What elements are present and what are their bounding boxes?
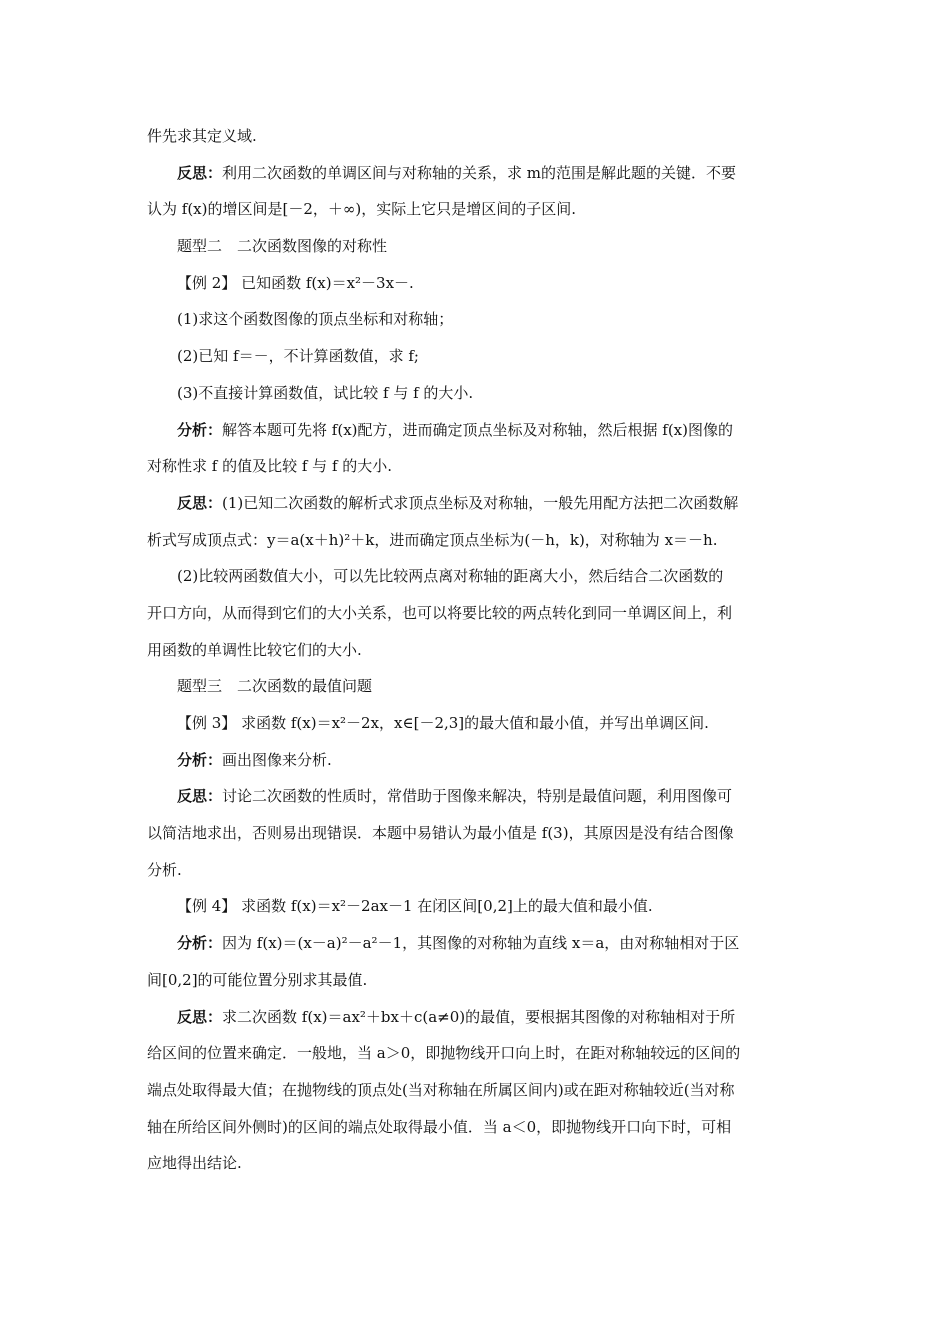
text-line <box>147 522 806 559</box>
text-line <box>147 1145 806 1182</box>
line-text: 用函数的单调性比较它们的大小. <box>147 640 362 659</box>
text-line <box>147 485 806 522</box>
text-line <box>147 448 806 485</box>
text-line <box>147 999 806 1036</box>
text-line <box>147 962 806 999</box>
text-line <box>147 632 806 669</box>
text-line <box>147 925 806 962</box>
text-line <box>147 742 806 779</box>
line-text: 开口方向，从而得到它们的大小关系，也可以将要比较的两点转化到同一单调区间上，利 <box>147 603 733 622</box>
text-line <box>147 155 806 192</box>
line-text: 画出图像来分析. <box>222 750 332 769</box>
text-line <box>147 778 806 815</box>
text-line <box>147 558 806 595</box>
text-line <box>147 228 806 265</box>
text-line <box>147 1035 806 1072</box>
text-line <box>147 668 806 705</box>
text-line <box>147 852 806 889</box>
line-text: 题型二 二次函数图像的对称性 <box>177 237 388 256</box>
line-text: 题型三 二次函数的最值问题 <box>177 677 373 696</box>
line-text: 给区间的位置来确定．一般地，当 a＞0，即抛物线开口向上时，在距对称轴较远的区间的 <box>147 1044 741 1063</box>
text-line <box>147 595 806 632</box>
line-text: 对称性求 f 的值及比较 f 与 f 的大小. <box>147 457 393 476</box>
text-line <box>147 375 806 412</box>
line-text: (2)比较两函数值大小，可以先比较两点离对称轴的距离大小，然后结合二次函数的 <box>177 567 724 586</box>
line-text: (2)已知 f＝－，不计算函数值，求 f; <box>177 347 419 366</box>
text-line <box>147 1072 806 1109</box>
line-text: (3)不直接计算函数值，试比较 f 与 f 的大小. <box>177 383 474 402</box>
line-text: 【例 2】 已知函数 f(x)＝x²－3x－. <box>177 273 414 292</box>
line-text: 分析. <box>147 860 182 879</box>
line-text: 应地得出结论. <box>147 1154 242 1173</box>
paragraph-lead: 反思： <box>177 1007 223 1026</box>
text-line <box>147 265 806 302</box>
text-line <box>147 191 806 228</box>
line-text: 【例 3】 求函数 f(x)＝x²－2x，x∈[－2,3]的最大值和最小值，并写出单调区间. <box>177 714 709 732</box>
line-text: 件先求其定义域. <box>147 127 257 145</box>
text-line <box>147 888 806 925</box>
paragraph-lead: 反思： <box>177 493 223 512</box>
line-text: 间[0,2]的可能位置分别求其最值. <box>147 970 368 989</box>
line-text: 【例 4】 求函数 f(x)＝x²－2ax－1 在闭区间[0,2]上的最大值和最小值. <box>177 897 653 916</box>
paragraph-lead: 分析： <box>177 750 223 769</box>
text-line <box>147 338 806 375</box>
text-line <box>147 301 806 338</box>
text-line <box>147 705 806 742</box>
text-line <box>147 1109 806 1146</box>
paragraph-lead: 分析： <box>177 420 223 439</box>
line-text: 轴在所给区间外侧时)的区间的端点处取得最小值．当 a＜0，即抛物线开口向下时，可相 <box>147 1117 732 1136</box>
paragraph-lead: 反思： <box>177 163 223 182</box>
line-text: 讨论二次函数的性质时，常借助于图像来解决，特别是最值问题，利用图像可 <box>222 787 733 806</box>
line-text: 求二次函数 f(x)＝ax²＋bx＋c(a≠0)的最值，要根据其图像的对称轴相对于所 <box>222 1007 736 1026</box>
line-text: (1)已知二次函数的解析式求顶点坐标及对称轴，一般先用配方法把二次函数解 <box>222 493 739 512</box>
paragraph-lead: 反思： <box>177 787 223 806</box>
line-text: 析式写成顶点式：y＝a(x＋h)²＋k，进而确定顶点坐标为(－h，k)，对称轴为 x＝－h. <box>147 530 718 549</box>
line-text: 因为 f(x)＝(x－a)²－a²－1，其图像的对称轴为直线 x＝a，由对称轴相对于区 <box>222 934 740 953</box>
text-line <box>147 118 806 155</box>
line-text: 端点处取得最大值；在抛物线的顶点处(当对称轴在所属区间内)或在距对称轴较近(当对称 <box>147 1080 735 1099</box>
line-text: 以简洁地求出，否则易出现错误．本题中易错认为最小值是 f(3)，其原因是没有结合图像 <box>147 824 734 843</box>
paragraph-lead: 分析： <box>177 934 223 953</box>
text-line <box>147 815 806 852</box>
line-text: 利用二次函数的单调区间与对称轴的关系，求 m的范围是解此题的关键．不要 <box>222 163 737 182</box>
line-text: 认为 f(x)的增区间是[－2，＋∞)，实际上它只是增区间的子区间. <box>147 200 576 219</box>
text-line <box>147 412 806 449</box>
line-text: (1)求这个函数图像的顶点坐标和对称轴； <box>177 310 454 329</box>
line-text: 解答本题可先将 f(x)配方，进而确定顶点坐标及对称轴，然后根据 f(x)图像的 <box>222 420 733 439</box>
